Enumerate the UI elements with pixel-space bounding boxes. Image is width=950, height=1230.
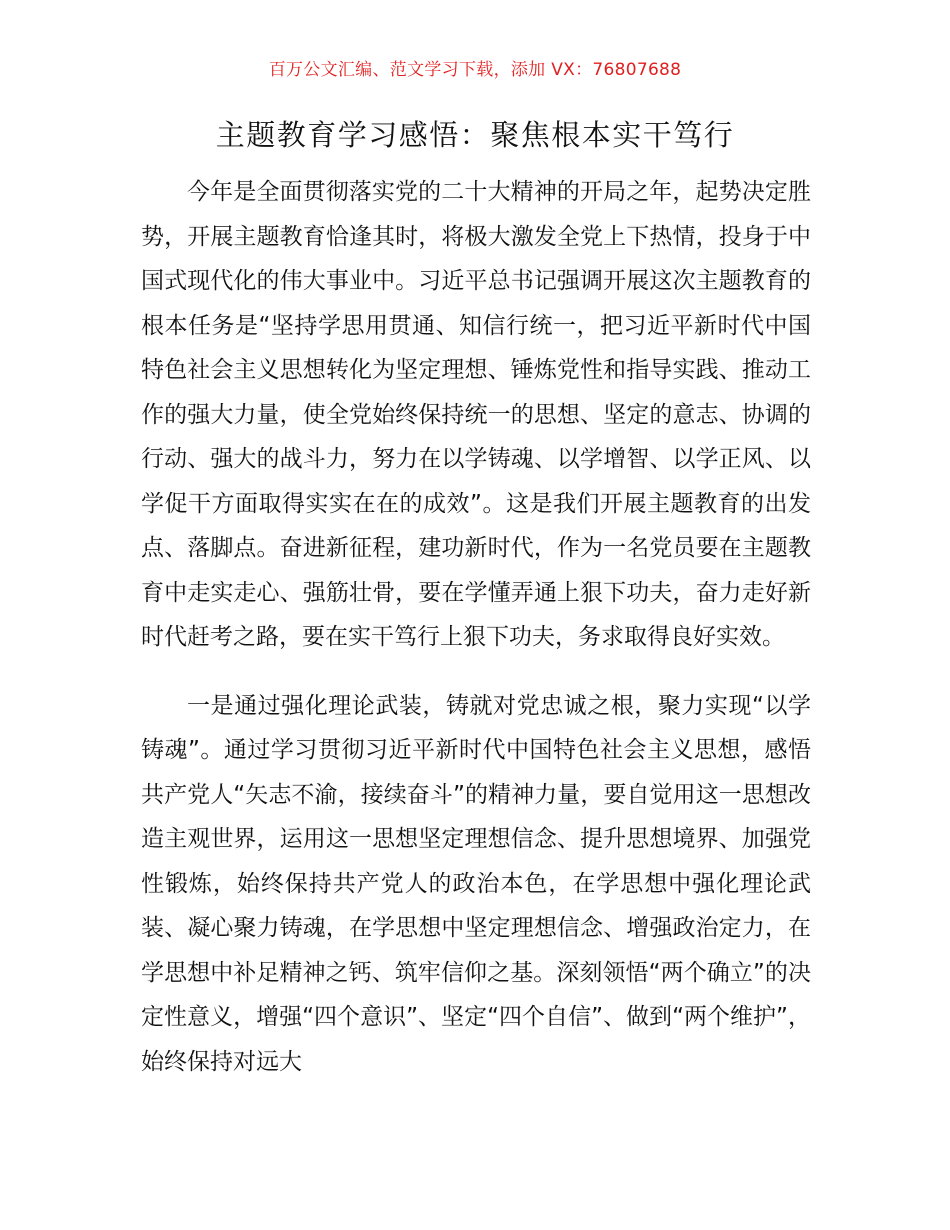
paragraph-intro: 今年是全面贯彻落实党的二十大精神的开局之年，起势决定胜势，开展主题教育恰逢其时，将极大激发全党上下热情，投身于中国式现代化的伟大事业中。习近平总书记强调开展这次主题教育的根本任务是“坚持学思用贯通、知信行统一，把习近平新时代中国特色社会主义思想转化为坚定理想、锤炼党性和指导实践、推动工作的强大力量，使全党始终保持统一的思想、坚定的意志、协调的行动、强大的战斗力，努力在以学铸魂、以学增智、以学正风、以学促干方面取得实实在在的成效”。这是我们开展主题教育的出发点、落脚点。奋进新征程，建功新时代，作为一名党员要在主题教育中走实走心、强筋壮骨，要在学懂弄通上狠下功夫，奋力走好新时代赶考之路，要在实干笃行上狠下功夫，务求取得良好实效。 <box>141 179 811 650</box>
header-watermark-text: 百万公文汇编、范文学习下载，添加 VX：76807688 <box>268 60 682 80</box>
document-body <box>141 170 811 1084</box>
paragraph-point-one: 一是通过强化理论武装，铸就对党忠诚之根，聚力实现“以学铸魂”。通过学习贯彻习近平新时代中国特色社会主义思想，感悟共产党人“矢志不渝，接续奋斗”的精神力量，要自觉用这一思想改造主观世界，运用这一思想坚定理想信念、提升思想境界、加强党性锻炼，始终保持共产党人的政治本色，在学思想中强化理论武装、凝心聚力铸魂，在学思想中坚定理想信念、增强政治定力，在学思想中补足精神之钙、筑牢信仰之基。深刻领悟“两个确立”的决定性意义，增强“四个意识”、坚定“四个自信”、做到“两个维护”，始终保持对远大 <box>141 692 811 1075</box>
page-title: 主题教育学习感悟：聚焦根本实干笃行 <box>215 118 735 152</box>
